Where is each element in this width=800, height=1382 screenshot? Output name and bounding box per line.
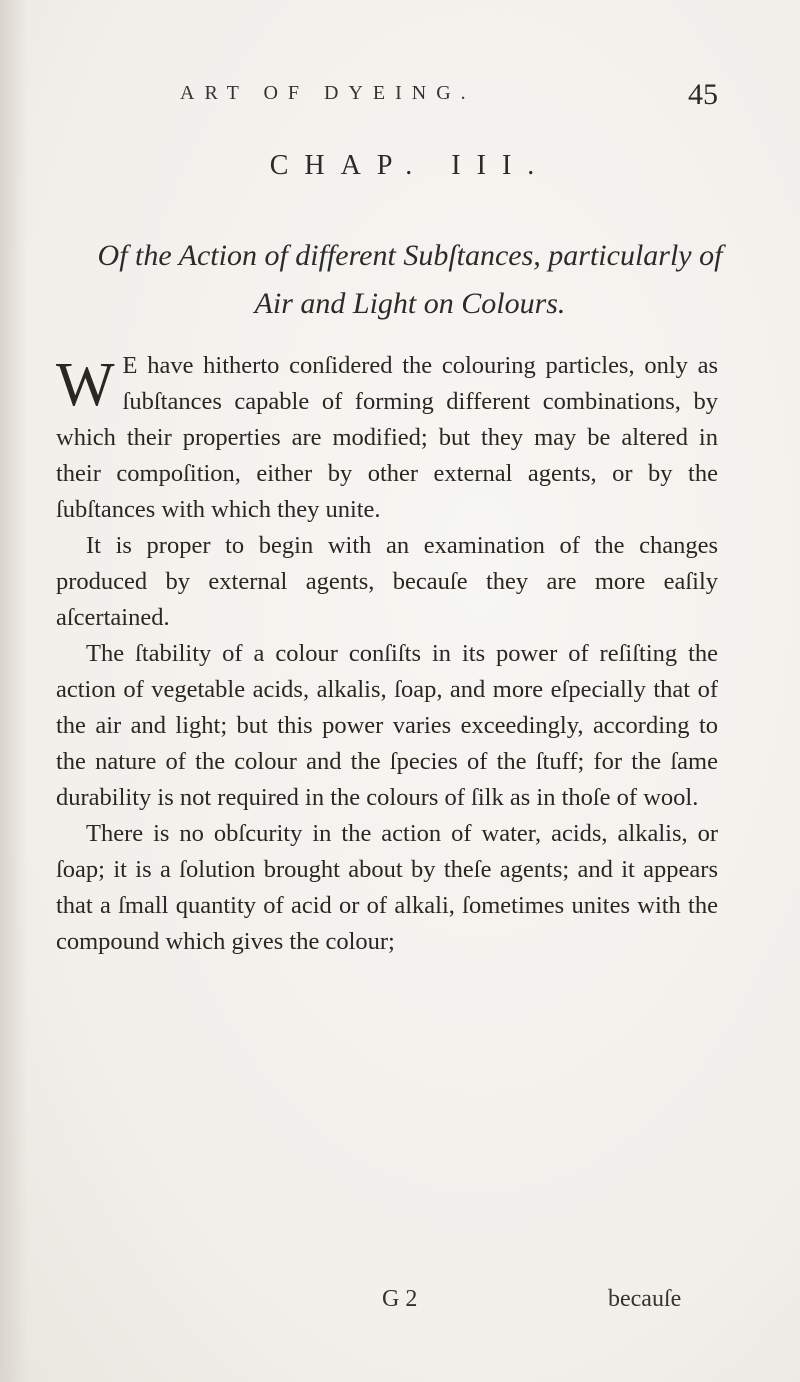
page-gutter-shadow: [0, 0, 28, 1382]
catchword: becauſe: [608, 1286, 682, 1312]
paragraph-4: There is no obſcurity in the action of water, acids, alkalis, or ſoap; it is a ſolution brought about by theſe agents; and it appears that a ſmall quantity of acid or of alkali, ſometimes unites with the compound which gives the colour;: [56, 820, 718, 955]
paragraph-2: It is proper to begin with an examination of the changes produced by external agents, becauſe they are more eaſily aſcertained.: [56, 532, 718, 631]
page-footer: [0, 1286, 800, 1326]
paragraph-3: The ſtability of a colour conſiſts in its power of reſiſting the action of vegetable acids, alkalis, ſoap, and more eſpecially that of the air and light; but this power varies exceedingly, according to the nature of the colour and the ſpecies of the ſtuff; for the ſame durability is not required in the colours of ſilk as in thoſe of wool.: [56, 640, 718, 811]
running-head: [150, 78, 718, 118]
drop-cap: W: [56, 351, 115, 419]
body-text: [56, 348, 718, 960]
chapter-title: Of the Action of different Subſtances, particularly of Air and Light on Colours.: [97, 239, 723, 320]
paragraph-1-text: E have hitherto conſidered the colouring particles, only as ſubſtances capable of forming different combinations, by which their properties are modified; but they may be altered in their compoſition, either by other external agents, or by the ſubſtances with which they unite.: [56, 352, 718, 523]
running-title: ART OF DYEING.: [180, 82, 476, 104]
signature-mark: G 2: [382, 1286, 418, 1312]
paragraph-1: [56, 348, 718, 528]
page-number: 45: [688, 78, 718, 111]
chapter-heading: CHAP. III.: [269, 150, 551, 181]
